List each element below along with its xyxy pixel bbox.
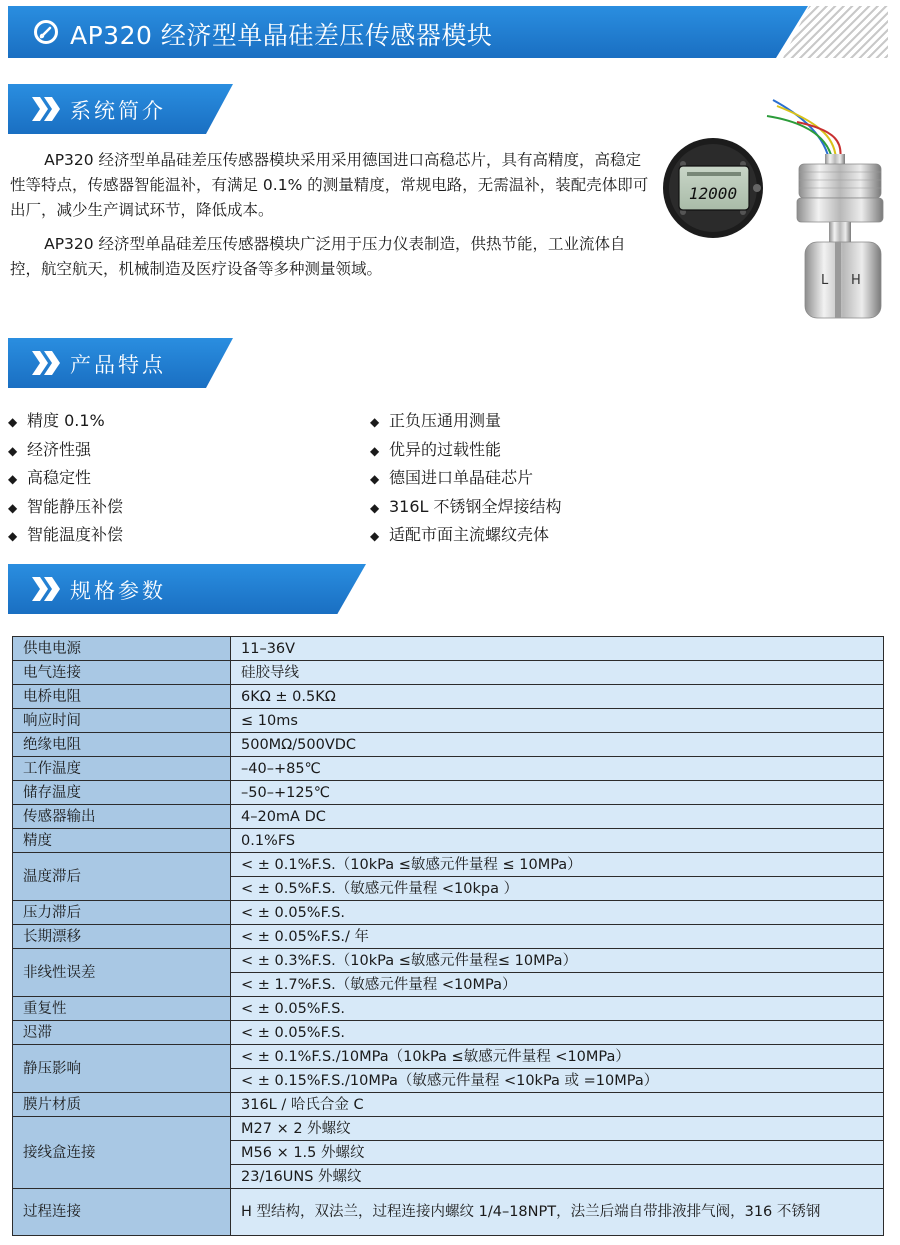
table-row (13, 1021, 884, 1045)
double-chevron-icon (32, 577, 62, 601)
spec-label: 非线性误差 (13, 949, 231, 997)
table-row (13, 637, 884, 661)
table-row (13, 997, 884, 1021)
spec-label: 工作温度 (13, 757, 231, 781)
spec-label: 绝缘电阻 (13, 733, 231, 757)
section-title: 规格参数 (70, 579, 166, 603)
spec-value: < ± 0.1%F.S./10MPa（10kPa ≤敏感元件量程 <10MPa） (231, 1045, 884, 1069)
table-row (13, 709, 884, 733)
spec-label: 供电电源 (13, 637, 231, 661)
spec-value: H 型结构，双法兰，过程连接内螺纹 1/4–18NPT，法兰后端自带排液排气阀，316 不锈钢 (231, 1189, 884, 1236)
section-header-features (8, 338, 233, 388)
section-header-intro (8, 84, 233, 134)
table-row (13, 805, 884, 829)
diamond-bullet-icon: ◆ (370, 443, 380, 458)
spec-value: 0.1%FS (231, 829, 884, 853)
feature-item: ◆ 高稳定性 (8, 464, 123, 493)
spec-value: 23/16UNS 外螺纹 (231, 1165, 884, 1189)
table-row (13, 781, 884, 805)
section-title: 系统简介 (70, 99, 166, 123)
svg-text:L: L (821, 273, 829, 288)
feature-item: ◆ 优异的过载性能 (370, 436, 562, 465)
intro-paragraph: AP320 经济型单晶硅差压传感器模块广泛用于压力仪表制造，供热节能，工业流体自控，航空航天，机械制造及医疗设备等多种测量领域。 (10, 235, 626, 278)
intro-text (10, 148, 650, 291)
feature-item: ◆ 智能静压补偿 (8, 493, 123, 522)
diamond-bullet-icon: ◆ (8, 443, 18, 458)
spec-label: 膜片材质 (13, 1093, 231, 1117)
spec-value: ≤ 10ms (231, 709, 884, 733)
table-row (13, 1045, 884, 1069)
spec-label: 重复性 (13, 997, 231, 1021)
spec-value: 4–20mA DC (231, 805, 884, 829)
spec-value: < ± 1.7%F.S.（敏感元件量程 <10MPa） (231, 973, 884, 997)
spec-value: 11–36V (231, 637, 884, 661)
section-title: 产品特点 (70, 353, 166, 377)
section-header-specs (8, 564, 366, 614)
spec-label: 响应时间 (13, 709, 231, 733)
page-title: AP320 经济型单晶硅差压传感器模块 (70, 21, 493, 50)
svg-text:H: H (851, 273, 861, 288)
spec-label: 电桥电阻 (13, 685, 231, 709)
diamond-bullet-icon: ◆ (8, 529, 18, 543)
spec-label: 迟滞 (13, 1021, 231, 1045)
spec-label: 传感器输出 (13, 805, 231, 829)
double-chevron-icon (32, 97, 62, 121)
spec-label: 精度 (13, 829, 231, 853)
spec-value: < ± 0.05%F.S. (231, 901, 884, 925)
table-row (13, 829, 884, 853)
feature-column-right (370, 407, 562, 550)
spec-label: 过程连接 (13, 1189, 231, 1236)
specs-table (12, 636, 884, 1236)
table-row (13, 1093, 884, 1117)
spec-value: < ± 0.15%F.S./10MPa（敏感元件量程 <10kPa 或 =10MPa） (231, 1069, 884, 1093)
table-row (13, 1189, 884, 1236)
table-row (13, 757, 884, 781)
spec-value: 硅胶导线 (231, 661, 884, 685)
spec-value: < ± 0.05%F.S. (231, 1021, 884, 1045)
feature-column-left (8, 407, 123, 550)
spec-value: 6KΩ ± 0.5KΩ (231, 685, 884, 709)
spec-label: 静压影响 (13, 1045, 231, 1093)
spec-label: 储存温度 (13, 781, 231, 805)
spec-label: 长期漂移 (13, 925, 231, 949)
spec-value: M27 × 2 外螺纹 (231, 1117, 884, 1141)
table-row (13, 1117, 884, 1141)
feature-item: ◆ 经济性强 (8, 436, 123, 465)
spec-value: M56 × 1.5 外螺纹 (231, 1141, 884, 1165)
table-row (13, 733, 884, 757)
feature-item: ◆ 正负压通用测量 (370, 407, 562, 436)
product-image (655, 92, 895, 327)
feature-item: ◆ 316L 不锈钢全焊接结构 (370, 493, 562, 522)
title-banner (8, 6, 888, 58)
spec-label: 电气连接 (13, 661, 231, 685)
feature-list (8, 407, 888, 552)
diamond-bullet-icon: ◆ (370, 415, 380, 429)
diamond-bullet-icon: ◆ (8, 472, 18, 486)
gauge-icon (34, 20, 58, 44)
spec-value: < ± 0.1%F.S.（10kPa ≤敏感元件量程 ≤ 10MPa） (231, 853, 884, 877)
display-reading: 12000 (688, 184, 738, 203)
spec-label: 接线盒连接 (13, 1117, 231, 1189)
diamond-bullet-icon: ◆ (370, 472, 380, 486)
table-row (13, 925, 884, 949)
spec-value: < ± 0.05%F.S./ 年 (231, 925, 884, 949)
table-row (13, 853, 884, 877)
feature-item: ◆ 智能温度补偿 (8, 521, 123, 550)
diamond-bullet-icon: ◆ (370, 529, 380, 543)
intro-paragraph: AP320 经济型单晶硅差压传感器模块采用采用德国进口高稳芯片，具有高精度，高稳定性等特点，传感器智能温补，有满足 0.1% 的测量精度，常规电路，无需温补，装配壳体即可出厂，减少生产调试环节，降低成本。 (10, 151, 649, 219)
diamond-bullet-icon: ◆ (8, 500, 18, 515)
table-row (13, 685, 884, 709)
spec-value: –50–+125℃ (231, 781, 884, 805)
feature-item: ◆ 精度 0.1% (8, 407, 123, 436)
spec-value: 500MΩ/500VDC (231, 733, 884, 757)
spec-value: < ± 0.5%F.S.（敏感元件量程 <10kpa ） (231, 877, 884, 901)
spec-value: < ± 0.3%F.S.（10kPa ≤敏感元件量程≤ 10MPa） (231, 949, 884, 973)
table-row (13, 949, 884, 973)
feature-item: ◆ 德国进口单晶硅芯片 (370, 464, 562, 493)
diamond-bullet-icon: ◆ (370, 500, 380, 515)
diamond-bullet-icon: ◆ (8, 415, 18, 429)
double-chevron-icon (32, 351, 62, 375)
spec-value: 316L / 哈氏合金 C (231, 1093, 884, 1117)
spec-value: < ± 0.05%F.S. (231, 997, 884, 1021)
feature-item: ◆ 适配市面主流螺纹壳体 (370, 521, 562, 550)
spec-label: 压力滞后 (13, 901, 231, 925)
table-row (13, 661, 884, 685)
spec-value: –40–+85℃ (231, 757, 884, 781)
table-row (13, 901, 884, 925)
spec-label: 温度滞后 (13, 853, 231, 901)
